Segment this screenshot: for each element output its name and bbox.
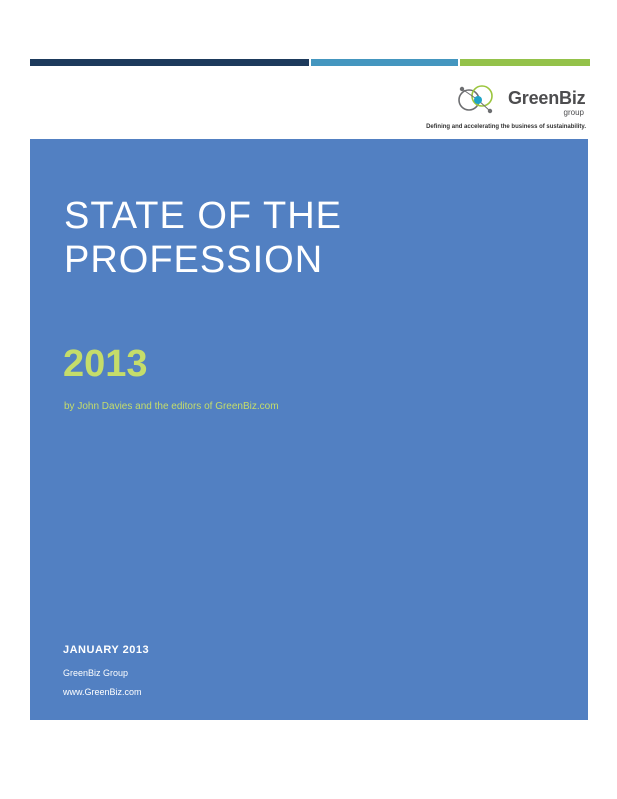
- publication-date: JANUARY 2013: [63, 644, 150, 656]
- top-bar-blue-segment: [311, 59, 458, 66]
- logo-wordmark: GreenBiz: [508, 88, 586, 108]
- report-title: [64, 194, 544, 282]
- report-title-line-2: PROFESSION: [64, 239, 324, 281]
- publisher-name: GreenBiz Group: [63, 668, 129, 678]
- report-byline: by John Davies and the editors of GreenBiz.com: [64, 401, 279, 412]
- brand-tagline: Defining and accelerating the business of sustainability.: [426, 124, 586, 130]
- logo-subtext: group: [563, 108, 584, 117]
- top-bar-green-segment: [460, 59, 590, 66]
- greenbiz-logo-icon: [456, 82, 496, 118]
- top-bar-navy-segment: [30, 59, 309, 66]
- report-year: 2013: [63, 343, 148, 385]
- top-color-bar: [30, 59, 590, 66]
- greenbiz-logo: [456, 82, 590, 118]
- cover-panel: [30, 139, 588, 720]
- report-title-line-1: STATE OF THE: [64, 195, 343, 237]
- publisher-url: www.GreenBiz.com: [63, 687, 142, 697]
